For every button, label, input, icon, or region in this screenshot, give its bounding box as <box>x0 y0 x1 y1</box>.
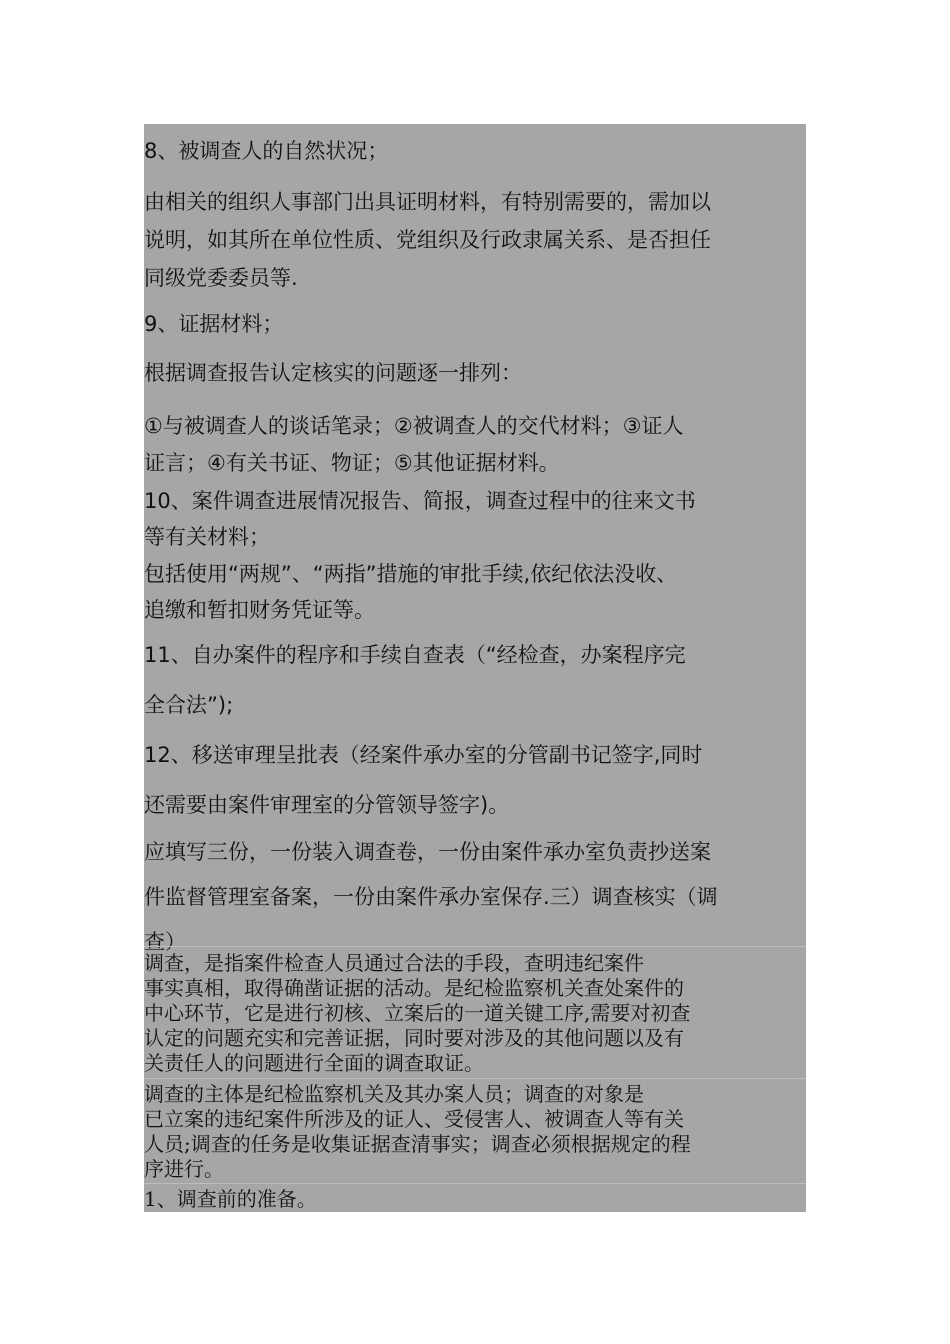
section-divider <box>144 1078 806 1079</box>
text-line: 由相关的组织人事部门出具证明材料，有特别需要的，需加以 <box>144 190 711 214</box>
text-line: 认定的问题充实和完善证据，同时要对涉及的其他问题以及有 <box>144 1026 684 1050</box>
text-line: 事实真相，取得确凿证据的活动。是纪检监察机关查处案件的 <box>144 976 684 1000</box>
text-line: 序进行。 <box>144 1157 224 1181</box>
text-line: 追缴和暂扣财务凭证等。 <box>144 598 375 622</box>
text-line: 全合法”); <box>144 693 234 717</box>
text-line: 件监督管理室备案，一份由案件承办室保存.三）调查核实（调 <box>144 885 718 909</box>
text-line: ①与被调查人的谈话笔录；②被调查人的交代材料；③证人 <box>144 414 684 438</box>
section-divider <box>144 1183 806 1184</box>
item-9-evidence-list <box>144 408 806 482</box>
text-line: 应填写三份，一份装入调查卷，一份由案件承办室负责抄送案 <box>144 840 711 864</box>
investigation-step-1 <box>144 1187 806 1212</box>
item-12-heading <box>144 730 806 830</box>
text-line: 调查，是指案件检查人员通过合法的手段，查明违纪案件 <box>144 951 644 975</box>
text-line: 同级党委委员等. <box>144 266 298 290</box>
text-line: 人员;调查的任务是收集证据查清事实；调查必须根据规定的程 <box>144 1132 691 1156</box>
text-line: 包括使用“两规”、“两指”措施的审批手续,依纪依法没收、 <box>144 562 678 586</box>
text-line: 11、自办案件的程序和手续自查表（“经检查，办案程序完 <box>144 643 686 667</box>
item-10-heading <box>144 483 806 555</box>
text-line: 根据调查报告认定核实的问题逐一排列： <box>144 361 522 385</box>
text-line: 中心环节，它是进行初核、立案后的一道关键工序,需要对初查 <box>144 1001 691 1025</box>
text-line: 9、证据材料； <box>144 312 284 336</box>
item-10-body <box>144 556 806 628</box>
text-line: 关责任人的问题进行全面的调查取证。 <box>144 1051 484 1075</box>
item-11-heading <box>144 630 806 730</box>
section-divider <box>144 946 806 947</box>
text-line: 等有关材料； <box>144 525 270 549</box>
item-9-heading <box>144 309 806 339</box>
text-line: 查） <box>144 930 186 954</box>
item-12-body <box>144 830 806 965</box>
item-9-intro <box>144 358 806 388</box>
text-line: 证言；④有关书证、物证；⑤其他证据材料。 <box>144 451 560 475</box>
text-line: 10、案件调查进展情况报告、简报，调查过程中的往来文书 <box>144 489 696 513</box>
text-line: 已立案的违纪案件所涉及的证人、受侵害人、被调查人等有关 <box>144 1107 684 1131</box>
text-line: 说明，如其所在单位性质、党组织及行政隶属关系、是否担任 <box>144 228 711 252</box>
text-line: 还需要由案件审理室的分管领导签字)。 <box>144 793 510 817</box>
text-line: 8、被调查人的自然状况； <box>144 139 389 163</box>
text-line: 1、调查前的准备。 <box>144 1187 317 1211</box>
text-line: 调查的主体是纪检监察机关及其办案人员；调查的对象是 <box>144 1082 644 1106</box>
text-line: 12、移送审理呈批表（经案件承办室的分管副书记签字,同时 <box>144 743 703 767</box>
investigation-definition-paragraph <box>144 951 806 1076</box>
investigation-subject-paragraph <box>144 1082 806 1182</box>
item-8-heading <box>144 136 806 166</box>
item-8-body <box>144 183 806 297</box>
